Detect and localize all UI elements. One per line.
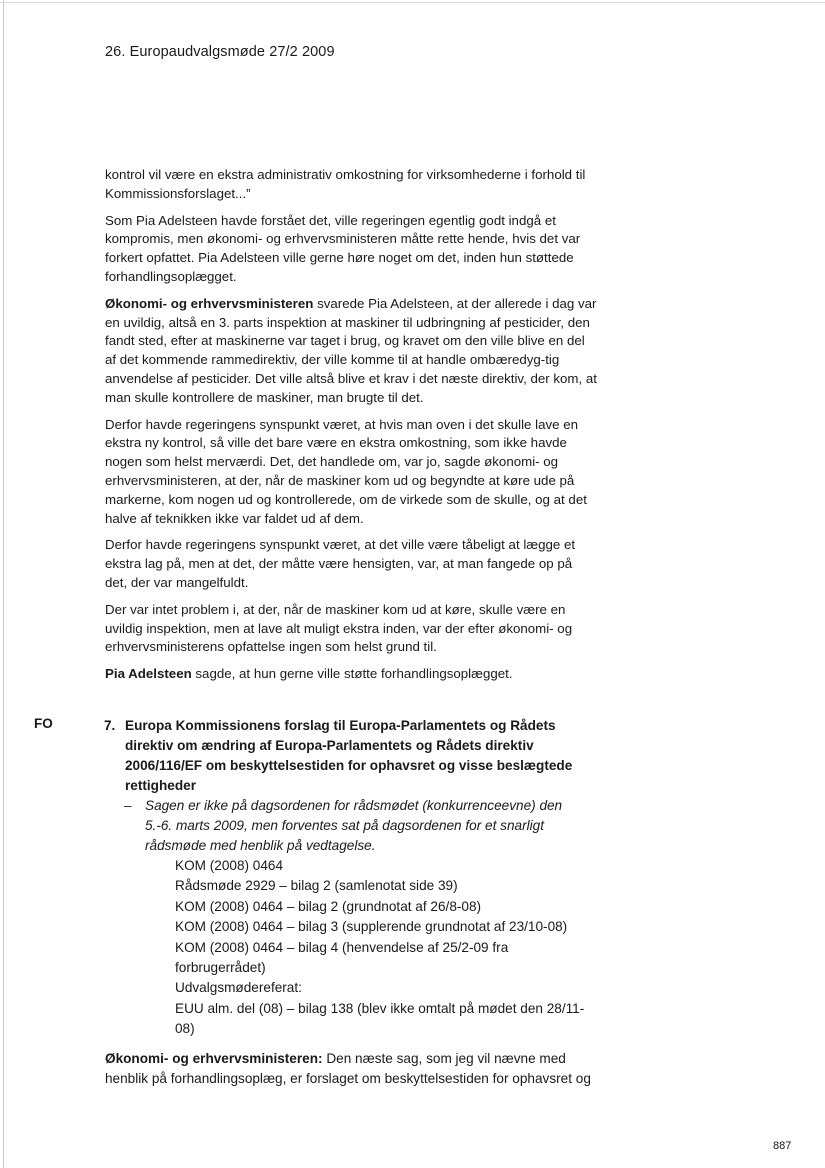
speaker-name: Pia Adelsteen bbox=[105, 666, 192, 682]
paragraph-4: Derfor havde regeringens synspunkt været, at hvis man oven i det skulle lave en ekstra ny kontrol, så ville det bare være en ekstra omkostning, som ikke havde nogen som helst merværdi. Det, det handlede om, var jo, sagde økonomi- og erhvervsministeren, at der, når de maskiner kom ud og begyndte at køre ude på markerne, kom nogen ud og kontrollerede, om de virkede som de skulle, og at det halve af teknikken ikke var faldet ud af dem. bbox=[105, 416, 587, 526]
speaker-name: Økonomi- og erhvervsministeren bbox=[105, 295, 314, 311]
note-text: Sagen er ikke på dagsordenen for rådsmødet (konkurrenceevne) den 5.-6. marts 2009, men forventes sat på dagsordenen for et snarligt rådsmøde med henblik på vedtagelse. bbox=[145, 798, 563, 853]
paragraph-1: kontrol vil være en ekstra administrativ omkostning for virksomhederne i forhold til Kommissionsforslaget...” bbox=[105, 167, 586, 201]
reference-item: KOM (2008) 0464 bbox=[175, 858, 284, 873]
page-number: 887 bbox=[773, 1140, 792, 1152]
body-text bbox=[105, 166, 597, 692]
paragraph-5: Derfor havde regeringens synspunkt været, at det ville være tåbeligt at lægge et ekstra lag på, men at det, der måtte være hensigten, var, at man fangede op på det, der var mangelfuldt. bbox=[105, 537, 576, 590]
closing-text: Den næste sag, som jeg vil nævne med henblik på forhandlingsoplæg, er forslaget om beskyttelsestiden for ophavsret og bbox=[105, 1051, 591, 1086]
reference-item: KOM (2008) 0464 – bilag 2 (grundnotat af 26/8-08) bbox=[175, 898, 482, 914]
agenda-number: 7. bbox=[104, 718, 116, 733]
paragraph-3-text: svarede Pia Adelsteen, at der allerede i dag var en uvildig, altså en 3. parts inspektion at maskiner til udbringning af pesticider, den fandt sted, efter at maskinerne var taget i brug, og kravet om den ville blive en del af det kommende rammedirektiv, der ville komme til at handle ombæredyg-tig anvendelse af pesticider. Det ville altså blive et krav i det næste direktiv, der kom, at man skulle kontrollere de maskiner, man brugte til det. bbox=[105, 295, 597, 405]
note-dash: – bbox=[124, 798, 132, 813]
paragraph-2: Som Pia Adelsteen havde forstået det, ville regeringen egentlig godt indgå et kompromis, men økonomi- og erhvervsministeren måtte rette hende, hvis det var forkert opfattet. Pia Adelsteen ville gerne høre noget om det, inden hun støttede forhandlingsoplægget. bbox=[105, 212, 581, 284]
reference-item: Udvalgsmødereferat: bbox=[175, 980, 302, 996]
reference-item: KOM (2008) 0464 – bilag 3 (supplerende grundnotat af 23/10-08) bbox=[175, 919, 568, 935]
margin-marker: FO bbox=[34, 716, 53, 731]
page-header: 26. Europaudvalgsmøde 27/2 2009 bbox=[105, 44, 335, 60]
reference-list bbox=[175, 856, 595, 1040]
scan-edge-left bbox=[3, 0, 4, 1168]
paragraph-7 bbox=[105, 665, 597, 684]
speaker-name: Økonomi- og erhvervsministeren: bbox=[105, 1051, 323, 1066]
reference-item: EUU alm. del (08) – bilag 138 (blev ikke omtalt på mødet den 28/11-08) bbox=[175, 1000, 585, 1037]
agenda-item bbox=[104, 716, 594, 1040]
agenda-note bbox=[104, 796, 594, 856]
paragraph-6: Der var intet problem i, at der, når de maskiner kom ud at køre, skulle være en uvildig inspektion, men at lave alt muligt ekstra inden, var der efter økonomi- og erhvervsministerens opfattelse ingen som helst grund til. bbox=[105, 601, 573, 655]
paragraph-7-text: sagde, at hun gerne ville støtte forhandlingsoplægget. bbox=[191, 666, 513, 682]
agenda-title-row bbox=[104, 716, 594, 796]
reference-item: KOM (2008) 0464 – bilag 4 (henvendelse af 25/2-09 fra forbrugerrådet) bbox=[175, 939, 509, 976]
reference-item: Rådsmøde 2929 – bilag 2 (samlenotat side 39) bbox=[175, 878, 458, 894]
agenda-title: Europa Kommissionens forslag til Europa-Parlamentets og Rådets direktiv om ændring af Europa-Parlamentets og Rådets direktiv 2006/116/EF om beskyttelsestiden for ophavsret og visse beslægtede rettigheder bbox=[125, 718, 573, 793]
scan-edge-top bbox=[0, 2, 825, 3]
paragraph-3 bbox=[105, 295, 597, 408]
closing-paragraph bbox=[105, 1049, 605, 1089]
